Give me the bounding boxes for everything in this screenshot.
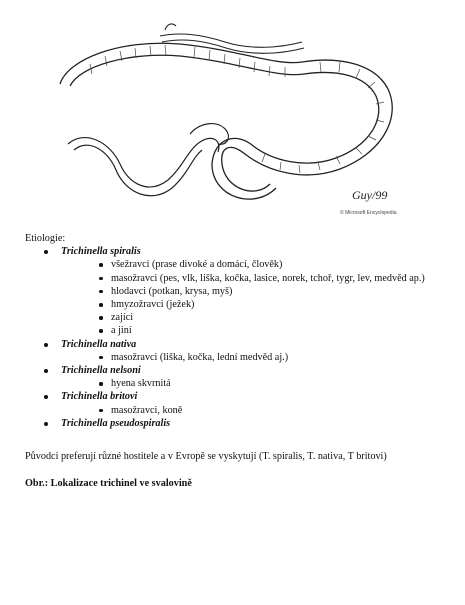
host-item: hyena skvrnitá: [61, 377, 455, 390]
species-item: [25, 245, 455, 337]
small-curl: [190, 124, 228, 145]
illustration-signature: Guy/99: [352, 188, 388, 202]
host-list: [61, 258, 455, 337]
host-item: masožravci (pes, vlk, liška, kočka, lasice, norek, tchoř, tygr, lev, medvěd ap.): [61, 272, 455, 285]
species-name: Trichinella spiralis: [61, 246, 141, 258]
species-name: Trichinella pseudospiralis: [61, 417, 171, 429]
host-list: [61, 351, 455, 364]
species-list: [25, 245, 455, 430]
species-item: [25, 338, 455, 364]
species-name: Trichinella britovi: [61, 391, 138, 403]
distribution-note: Původci preferují různé hostitele a v Evropě se vyskytují (T. spiralis, T. nativa, T britovi): [25, 451, 387, 463]
species-name: Trichinella nativa: [61, 338, 137, 350]
upper-worm: [160, 24, 304, 53]
lower-worm: [68, 138, 219, 196]
illustration-credit: © Microsoft Encyclopedia: [340, 210, 397, 216]
document-body: [25, 232, 455, 501]
figure-caption: Obr.: Lokalizace trichinel ve svalovině: [25, 478, 192, 490]
host-item: všežravci (prase divoké a domácí, člověk): [61, 258, 455, 271]
host-list: [61, 404, 455, 417]
host-list: [61, 377, 455, 390]
species-item: [25, 417, 455, 430]
trichinella-worm-illustration: [40, 4, 430, 226]
host-item: hmyzožravci (ježek): [61, 298, 455, 311]
species-item: [25, 364, 455, 390]
host-item: hlodavci (potkan, krysa, myš): [61, 285, 455, 298]
large-worm-outline-outer: [60, 43, 392, 191]
species-item: [25, 390, 455, 416]
host-item: masožravci, koně: [61, 404, 455, 417]
host-item: a jiní: [61, 324, 455, 337]
large-worm-segments: [90, 45, 384, 173]
host-item: zajíci: [61, 311, 455, 324]
large-worm-outline-inner: [70, 55, 379, 199]
etiology-heading: Etiologie:: [25, 233, 66, 244]
worm-drawing: [40, 4, 430, 226]
species-name: Trichinella nelsoni: [61, 365, 141, 377]
host-item: masožravci (liška, kočka, lední medvěd aj.): [61, 351, 455, 364]
